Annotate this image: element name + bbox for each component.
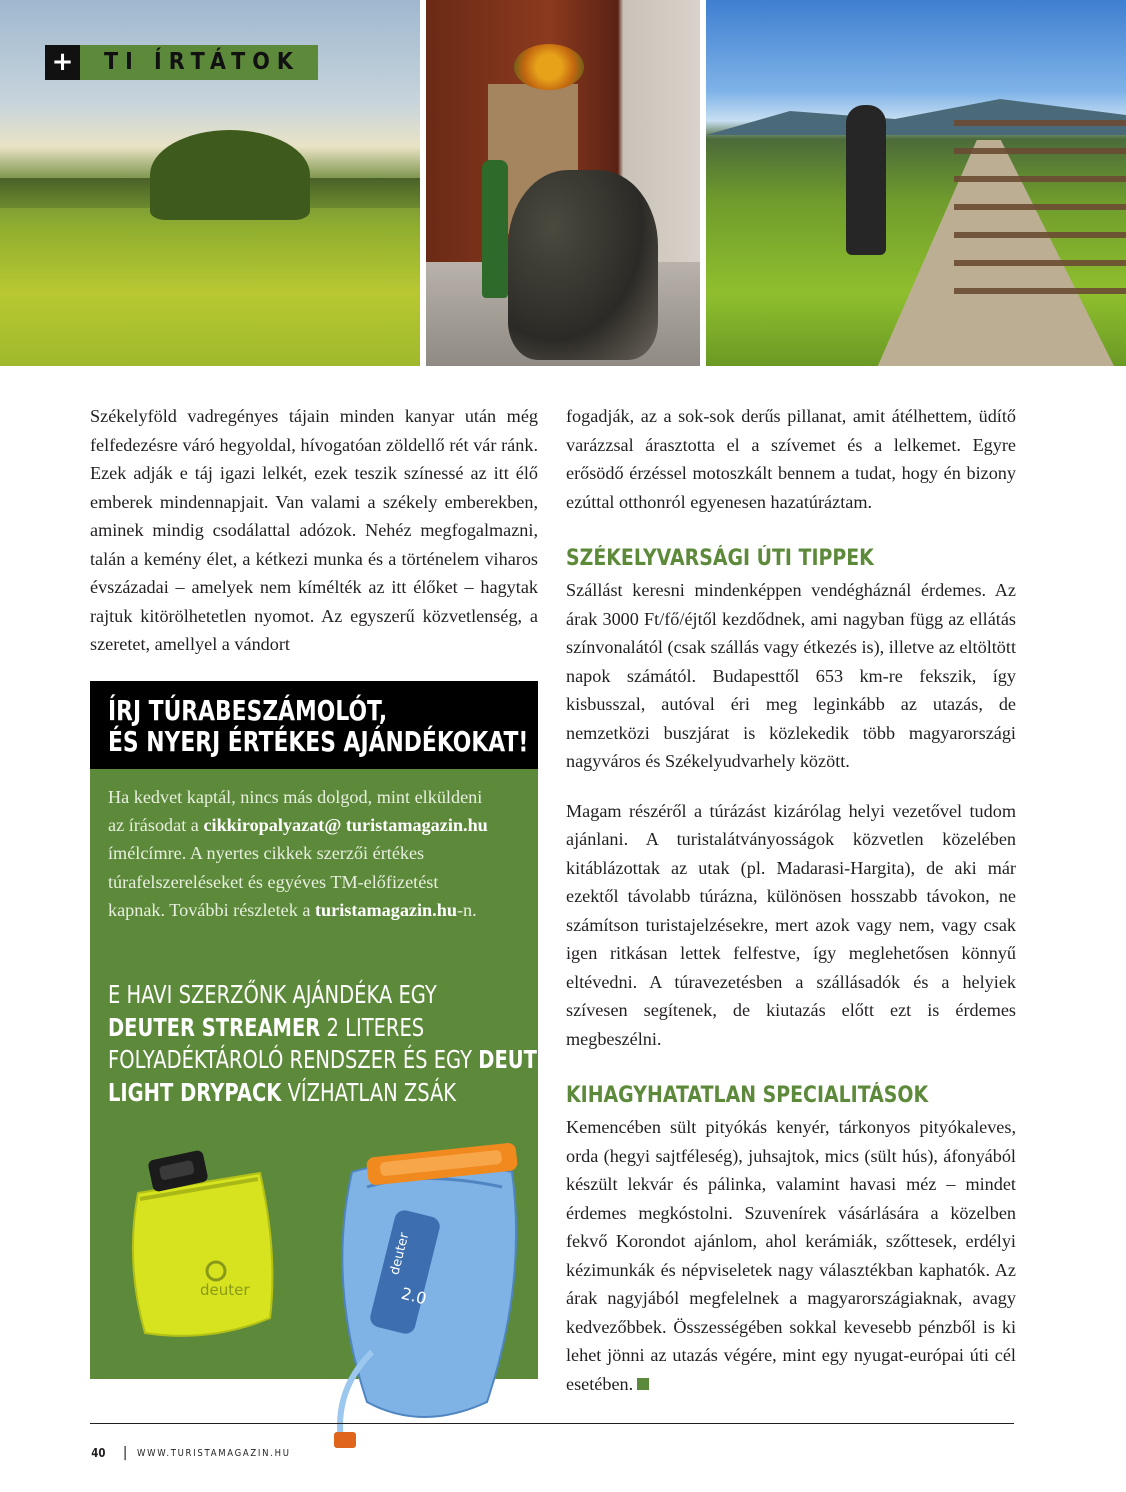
hiker — [846, 105, 886, 255]
bladder-brand: deuter — [387, 1231, 413, 1277]
promo-email-link[interactable]: cikkiropalyazat@ turistamagazin.hu — [203, 815, 488, 836]
beer-bottle — [482, 160, 508, 298]
continuation-paragraph: fogadják, az a sok-sok derűs pillanat, amit átélhettem, üdítő varázzsal árasztotta el a szívemet és a lelkemet. Egyre erősödő érzéssel motoszkált bennem a tudat, hogy én bizony ezúttal otthonról egyenesen hazatúráztam. — [566, 406, 1016, 512]
plus-icon: + — [45, 45, 80, 80]
specials-paragraph — [566, 1113, 1016, 1398]
page-number: 40 — [91, 1446, 106, 1460]
right-column — [566, 402, 1016, 1398]
promo-text-1: Ha kedvet kaptál, nincs más dolgod, mint elküldeni az írásodat a — [108, 787, 483, 836]
tips-paragraph-2: Magam részéről a túrázást kizárólag helyi vezetővel tudom ajánlani. A turistalátványosságok közvetlen közelében kitáblázottak az utak (pl. Madarasi-Hargita), de aki már ezektől távolabb túrázna, különösen hosszabb távokon, ne számítson turistajelzésekre, mert azok vagy nem, vagy csak igen ritkásan lettek felfestve, így meglehetősen könnyű eltévedni. A túravezetésben a szállásadók és a helyiek szívesen segítenek, de kiutazás előtt ezt is érdemes megbeszélni. — [566, 800, 1016, 1049]
promo-header — [90, 681, 538, 769]
prize-line3-text: FOLYADÉKTÁROLÓ RENDSZER ÉS EGY — [108, 1045, 479, 1074]
promo-text-3: -n. — [456, 899, 477, 920]
drypack-image — [120, 1143, 280, 1343]
intro-column — [90, 402, 538, 659]
section-badge — [45, 45, 318, 80]
prize-line1: E HAVI SZERZŐNK AJÁNDÉKA EGY — [108, 980, 437, 1009]
drypack-brand: deuter — [200, 1281, 250, 1299]
promo-site-link[interactable]: turistamagazin.hu — [314, 899, 457, 920]
promo-text — [108, 783, 498, 924]
prize-line2-rest: 2 LITERES — [320, 1012, 425, 1042]
tips-paragraph-1: Szállást keresni mindenképpen vendégháznál érdemes. Az árak 3000 Ft/fő/éjtől kezdődnek, ami nagyban függ az ellátás színvonalától (csak szállás vagy étkezés is), illetve az eltöltött napok számától. Budapesttől 653 km-re fekszik, így kisbusszal, autóval éri meg leginkább az utazás, de nemzetközi buszjárat is közlekedik több magyarországi nagyváros és Székelyudvarhely között. — [566, 580, 1016, 771]
footer-url[interactable]: WWW.TURISTAMAGAZIN.HU — [137, 1447, 292, 1459]
tree-cluster — [150, 130, 310, 220]
promo-title-line1: ÍRJ TÚRABESZÁMOLÓT, — [108, 694, 388, 727]
boots-photo — [426, 0, 700, 366]
bladder-volume: 2.0 — [399, 1283, 429, 1309]
prize-description — [108, 979, 566, 1109]
section-title: TI ÍRTÁTOK — [80, 45, 318, 80]
hydration-bladder-image — [312, 1132, 532, 1462]
prize-brand: DEUTER — [478, 1045, 566, 1074]
flowers — [514, 44, 584, 90]
promo-text-2: ímélcímre. A nyertes cikkek szerzői értékes túrafelszereléseket és egyéves TM-előfizetést kapnak. További részletek a — [108, 843, 439, 920]
specials-heading: KIHAGYHATATLAN SPECIALITÁSOK — [566, 1083, 929, 1108]
end-mark-icon — [637, 1378, 649, 1390]
wooden-fence — [954, 120, 1126, 300]
footer — [90, 1445, 318, 1461]
prize-product-2: LIGHT DRYPACK — [108, 1077, 282, 1107]
hiking-boots — [508, 170, 658, 360]
promo-title-line2: ÉS NYERJ ÉRTÉKES AJÁNDÉKOKAT! — [108, 725, 529, 758]
intro-paragraph: Székelyföld vadregényes tájain minden kanyar után még felfedezésre váró hegyoldal, hívogatóan zöldellő rét vár ránk. Ezek adják e táj igazi lelkét, ezek teszik színessé az itt élő emberek mindennapjait. Van valami a székely emberekben, aminek mindig csodálattal adózok. Nehéz megfogalmazni, talán a kemény élet, a kétkezi munka és a történelem viharos évszázadai – amelyek nem kímélték az itt élőket – hagytak rajtuk kitörölhetetlen nyomot. Az egyszerű közvetlenség, a szeretet, amellyel a vándort — [90, 406, 538, 654]
footer-separator: | — [122, 1445, 128, 1461]
tips-heading: SZÉKELYVARSÁGI ÚTI TIPPEK — [566, 546, 874, 571]
prize-line4-rest: VÍZHATLAN ZSÁK — [281, 1077, 457, 1107]
path-photo — [706, 0, 1126, 366]
prize-product-1: DEUTER STREAMER — [108, 1012, 321, 1042]
footer-rule — [90, 1423, 1014, 1424]
prize-line2 — [108, 1012, 514, 1045]
specials-text: Kemencében sült pityókás kenyér, tárkonyos pityókaleves, orda (hegyi sajtféleség), juhsajtok, mics (sült hús), áfonyából készült lekvár és pálinka, valamint havasi méz – mindet érdemes megkóstolni. Szuvenírek vásárlására a közelben fekvő Korondot ajánlom, ahol kerámiák, szőttesek, erdélyi kézimunkák és népviseletek nagy választékban kaphatók. Az árak nagyjából megfelelnek a magyarországiaknak, avagy kedvezőbbek. Összességében sokkal kevesebb pénzből is ki lehet jönni az utazás végére, mint egy nyugat-európai úti cél esetében. — [566, 1117, 1016, 1394]
prize-line4 — [108, 1077, 514, 1110]
prize-line3 — [108, 1044, 566, 1077]
